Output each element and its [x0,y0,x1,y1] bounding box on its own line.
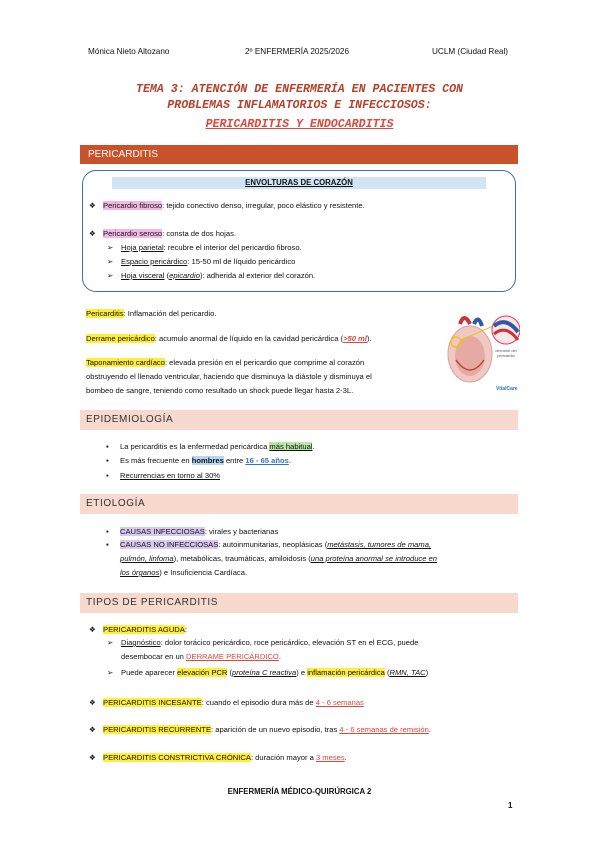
epi-item-1: ▪ La pericarditis es la enfermedad pericárdica más habitual. [106,442,315,451]
section-etiologia: ETIOLOGÍA [80,494,518,514]
image-caption: derrame del pericardio [495,348,517,358]
arrow-bullet-icon: ➢ [107,638,114,647]
vitalcare-logo: VitalCare [496,386,518,392]
tipo-aguda-diagnostico: ➢ Diagnóstico: dolor torácico pericárdico, roce pericárdico, elevación ST en el ECG, puede desembocar en un DERRAME PERICÁRDICO. [107,638,419,661]
diamond-bullet-icon: ❖ [89,625,96,634]
tipo-recurrente: ❖ PERICARDITIS RECURRENTE: aparición de un nuevo episodio, tras 4 - 6 semanas de remisión. [89,725,431,734]
tipo-aguda-pcr: ➢ Puede aparecer elevación PCR (proteína C reactiva) e inflamación pericárdica (RMN, TAC) [107,668,429,677]
title-line-3: PERICARDITIS Y ENDOCARDITIS [205,118,394,131]
item-parietal: ➢ Hoja parietal: recubre el interior del pericardio fibroso. [107,243,302,252]
item-visceral: ➢ Hoja visceral (epicardio): adherida al exterior del corazón. [107,271,316,280]
arrow-bullet-icon: ➢ [107,271,114,280]
epi-item-2: ▪ Es más frecuente en hombres entre 16 - 65 años. [106,456,291,465]
def-pericarditis: Pericarditis: Inflamación del pericardio. [86,309,217,318]
item-seroso: ❖ Pericardio seroso: consta de dos hojas. [89,229,236,238]
tipo-aguda: ❖ PERICARDITIS AGUDA: [89,625,187,634]
section-epidemiologia: EPIDEMIOLOGÍA [80,410,518,430]
def-taponamiento: Taponamiento cardíaco: elevada presión en el pericardio que comprime al corazón obstruyendo el llenado ventricular, haciendo que disminuya la diástole y disminuya el bombeo de sangre, teniendo como resultado un shock puede llegar hasta 2-3L. [86,358,372,395]
tipo-cronica: ❖ PERICARDITIS CONSTRICTIVA CRÓNICA: duración mayor a 3 meses. [89,753,347,762]
square-bullet-icon: ▪ [106,527,109,536]
item-espacio: ➢ Espacio pericárdico: 15-50 ml de líquido pericárdico [107,257,296,266]
etio-item-2: ▪ CAUSAS NO INFECCIOSAS: autoinmunitarias, neoplásicas (metástasis, tumores de mama, pulmón, linfoma), metabólicas, traumáticas, amiloidosis (una proteína anormal se introduce en los órganos) e Insuficiencia Cardíaca. [106,540,437,577]
diamond-bullet-icon: ❖ [89,698,96,707]
square-bullet-icon: ▪ [106,456,109,465]
tipo-incesante: ❖ PERICARDITIS INCESANTE: cuando el episodio dura más de 4 - 6 semanas [89,698,364,707]
header-university: UCLM (Ciudad Real) [432,47,508,56]
section-tipos: TIPOS DE PERICARDITIS [80,593,518,613]
header-course: 2º ENFERMERÍA 2025/2026 [245,47,350,56]
square-bullet-icon: ▪ [106,471,109,480]
heart-illustration [446,302,520,398]
title-line-1: TEMA 3: ATENCIÓN DE ENFERMERÍA EN PACIENTES CON [136,83,463,96]
diamond-bullet-icon: ❖ [89,201,96,210]
title-line-2: PROBLEMAS INFLAMATORIOS E INFECCIOSOS: [167,99,432,112]
diamond-bullet-icon: ❖ [89,725,96,734]
envolturas-heading: ENVOLTURAS DE CORAZÓN [112,177,486,189]
square-bullet-icon: ▪ [106,442,109,451]
footer-label: ENFERMERÍA MÉDICO-QUIRÚRGICA 2 [227,787,372,796]
header-author: Mónica Nieto Altozano [88,47,170,56]
arrow-bullet-icon: ➢ [107,668,114,677]
page-number: 1 [508,801,513,810]
etio-item-1: ▪ CAUSAS INFECCIOSAS: virales y bacterianas [106,527,279,536]
diamond-bullet-icon: ❖ [89,229,96,238]
arrow-bullet-icon: ➢ [107,257,114,266]
diamond-bullet-icon: ❖ [89,753,96,762]
def-derrame: Derrame pericárdico: acumulo anormal de líquido en la cavidad pericárdica (>50 ml). [86,334,372,343]
square-bullet-icon: ▪ [106,540,109,549]
arrow-bullet-icon: ➢ [107,243,114,252]
section-pericarditis: PERICARDITIS [80,145,518,164]
item-fibroso: ❖ Pericardio fibroso: tejido conectivo denso, irregular, poco elástico y resistente. [89,201,365,210]
epi-item-3: ▪ Recurrencias en torno al 30% [106,471,221,480]
